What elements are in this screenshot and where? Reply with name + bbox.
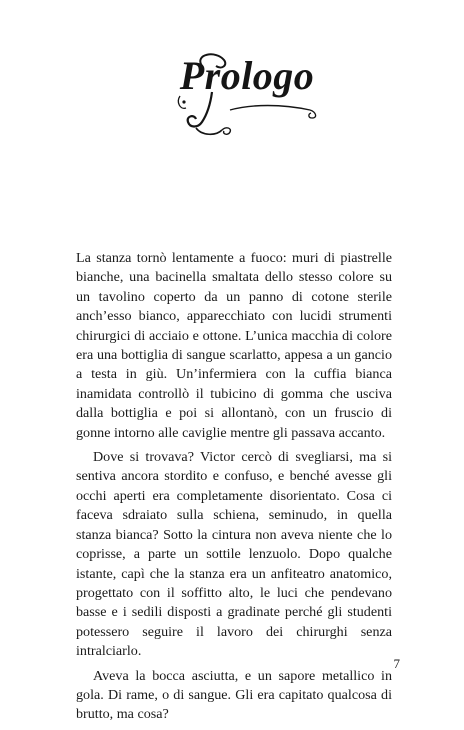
paragraph: Aveva la bocca asciutta, e un sapore metallico in gola. Di rame, o di sangue. Gli era capitato qualcosa di brutto, ma cosa? [76, 667, 392, 723]
paragraph: Dove si trovava? Victor cercò di svegliarsi, ma si sentiva ancora stordito e confuso, e benché avesse gli occhi aperti era completamente disorientato. Cosa ci faceva sdraiato sulla schiena, seminudo, in quella stanza bianca? Sotto la cintura non aveva niente che lo coprisse, a parte un sottile lenzuolo. Dopo qualche istante, capì che la stanza era un anfiteatro anatomico, progettato con il soffitto alto, le luci che pendevano basse e i sedili disposti a gradinate perché gli studenti potessero seguire il lavoro dei chirurghi senza intralciarlo. [76, 449, 392, 660]
chapter-title: Prologo [179, 53, 315, 98]
page-number: 7 [393, 656, 400, 671]
chapter-heading [172, 52, 322, 142]
body-text [76, 249, 392, 730]
paragraph: La stanza tornò lentamente a fuoco: muri di piastrelle bianche, una bacinella smaltata dello stesso colore su un tavolino coperto da un panno di cotone sterile anch’esso bianco, apparecchiato con lucidi strumenti chirurgici di acciaio e ottone. L’unica macchia di colore era una bottiglia di sangue scarlatto, appesa a un gancio a testa in giù. Un’infermiera con la cuffia bianca inamidata controllò il tubicino di gomma che usciva dalla bottiglia e poi si allontanò, con un fruscio di gonne intorno alle caviglie mentre gli passava accanto. [76, 250, 392, 441]
